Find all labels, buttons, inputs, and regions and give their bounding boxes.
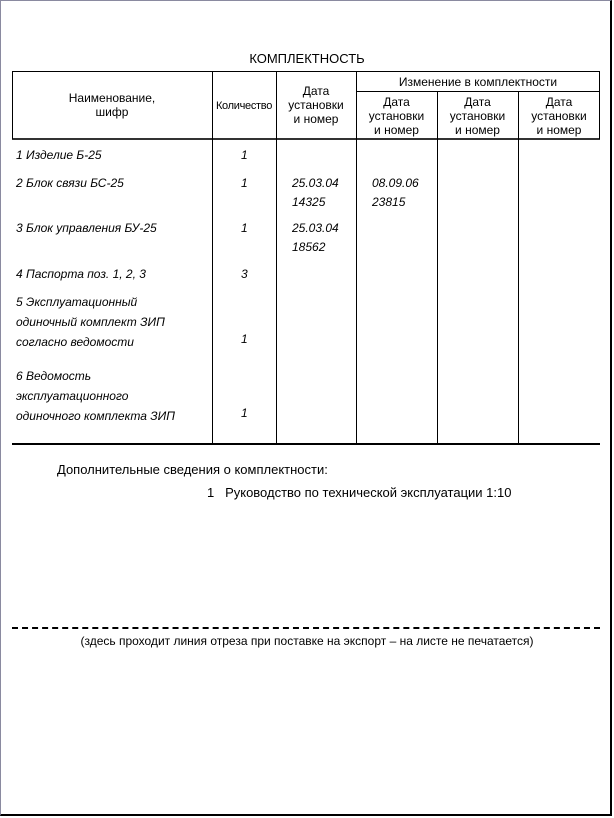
- header-line: и номер: [374, 123, 419, 137]
- table-row-qty: 3: [241, 267, 248, 281]
- header-install-line: и номер: [293, 112, 339, 126]
- table-row-name: 3 Блок управления БУ-25: [16, 221, 157, 235]
- header-line: установки: [368, 109, 425, 123]
- table-bottom-border: [12, 443, 600, 445]
- cut-line-note: (здесь проходит линия отреза при поставке на экспорт – на листе не печатается): [80, 634, 534, 648]
- table-row-name: 1 Изделие Б-25: [16, 148, 102, 162]
- header-install-line: установки: [288, 98, 344, 112]
- document-title: КОМПЛЕКТНОСТЬ: [249, 51, 365, 66]
- change-number: 23815: [372, 195, 406, 209]
- group-header-divider: [356, 91, 600, 92]
- header-line: Дата: [383, 95, 410, 109]
- header-line: и номер: [455, 123, 500, 137]
- table-row-name: 4 Паспорта поз. 1, 2, 3: [16, 267, 146, 281]
- install-date: 25.03.04: [292, 176, 339, 190]
- header-line: и номер: [536, 123, 582, 137]
- name-line: 5 Эксплуатационный: [16, 295, 138, 309]
- extra-info-heading: Дополнительные сведения о комплектности:: [57, 462, 328, 477]
- table-row-qty: 1: [241, 221, 248, 235]
- header-name: [12, 91, 212, 119]
- header-install: [276, 84, 356, 126]
- table-row-name: 2 Блок связи БС-25: [16, 176, 124, 190]
- table-row-qty: 1: [241, 176, 248, 190]
- header-bottom-border: [12, 138, 600, 140]
- header-name-line: шифр: [95, 105, 129, 119]
- header-install-line: Дата: [302, 84, 330, 98]
- name-line: одиночного комплекта ЗИП: [16, 409, 175, 423]
- header-change-col-1: [356, 95, 437, 137]
- header-change-col-2: [437, 95, 518, 137]
- col-divider: [212, 71, 213, 444]
- table-row-name: [16, 366, 175, 426]
- table-row-install: [292, 174, 339, 212]
- table-row-name: [16, 292, 165, 352]
- col-divider: [437, 91, 438, 444]
- install-number: 14325: [292, 195, 326, 209]
- extra-info-item: 1 Руководство по технической эксплуатации 1:10: [207, 485, 512, 500]
- table-row-qty: 1: [241, 406, 248, 420]
- header-change-group: Изменение в комплектности: [398, 75, 558, 89]
- table-row-change: [372, 174, 419, 212]
- name-line: согласно ведомости: [16, 335, 134, 349]
- table-row-install: [292, 219, 339, 257]
- table-row-qty: 1: [241, 332, 248, 346]
- col-divider: [518, 91, 519, 444]
- header-change-col-3: [518, 95, 600, 137]
- install-number: 18562: [292, 240, 326, 254]
- change-date: 08.09.06: [372, 176, 419, 190]
- table-row-qty: 1: [241, 148, 248, 162]
- header-name-line: Наименование,: [68, 91, 156, 105]
- header-line: Дата: [464, 95, 491, 109]
- name-line: эксплуатационного: [16, 389, 129, 403]
- header-line: Дата: [545, 95, 573, 109]
- install-date: 25.03.04: [292, 221, 339, 235]
- completeness-table: [12, 71, 600, 445]
- header-line: установки: [531, 109, 587, 123]
- col-divider: [276, 71, 277, 444]
- name-line: одиночный комплект ЗИП: [16, 315, 165, 329]
- name-line: 6 Ведомость: [16, 369, 92, 383]
- header-line: установки: [449, 109, 506, 123]
- header-quantity: Количество: [215, 100, 273, 112]
- cut-line: [12, 627, 600, 629]
- table-top-border: [12, 71, 600, 72]
